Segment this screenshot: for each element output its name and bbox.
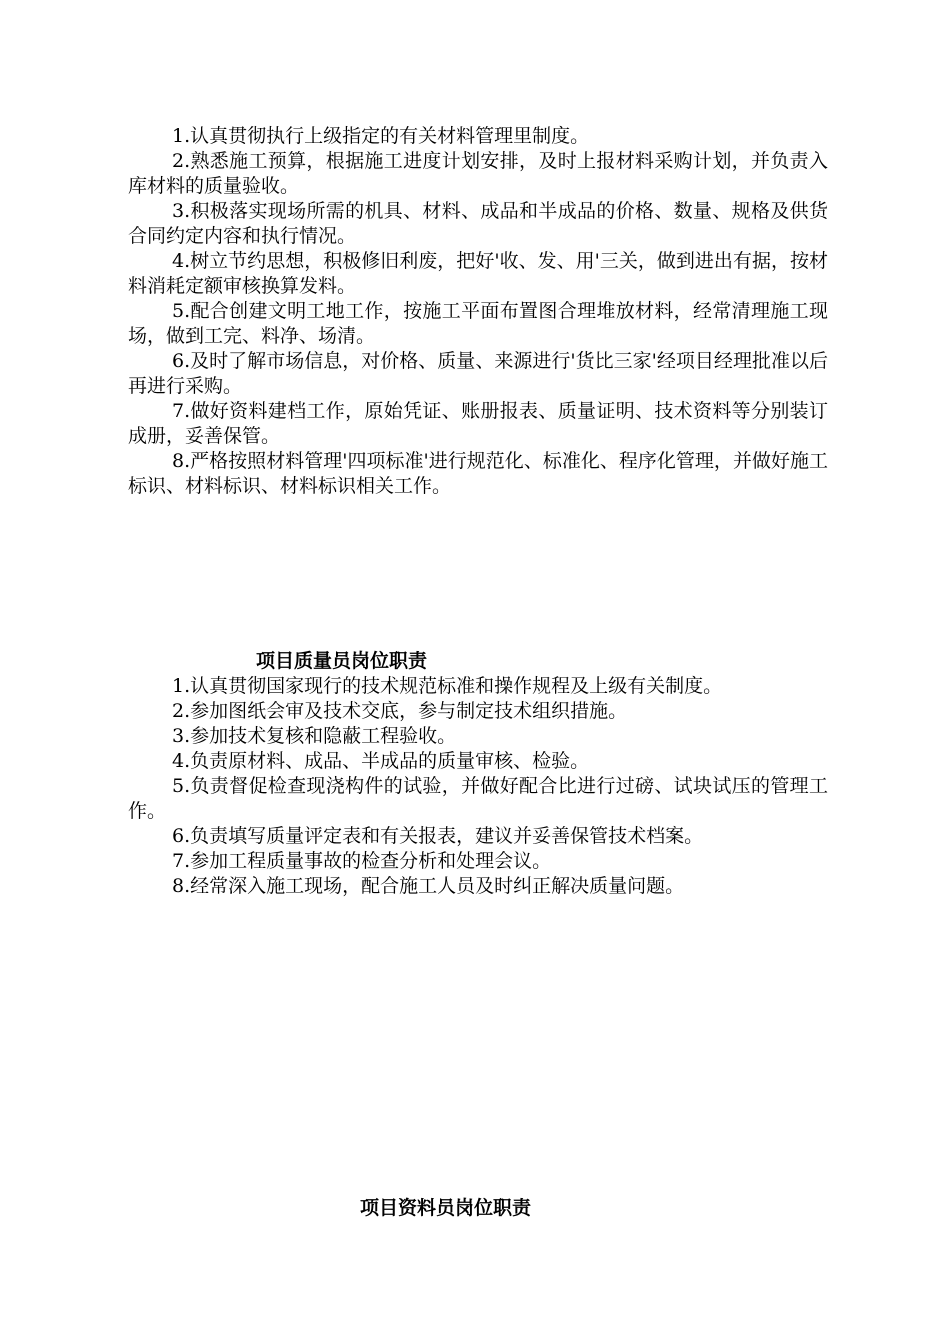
quality-duty-6: 6.负责填写质量评定表和有关报表，建议并妥善保管技术档案。 [172,825,704,847]
quality-officer-heading: 项目质量员岗位职责 [256,650,428,672]
document-officer-heading: 项目资料员岗位职责 [360,1197,532,1219]
material-duty-4: 4.树立节约思想，积极修旧利废，把好'收、发、用'三关，做到进出有据，按材料消耗定额审核换算发料。 [128,250,828,297]
quality-duty-7: 7.参加工程质量事故的检查分析和处理会议。 [172,850,552,872]
material-duty-8: 8.严格按照材料管理'四项标准'进行规范化、标准化、程序化管理，并做好施工标识、材料标识、材料标识相关工作。 [128,450,828,497]
material-duty-6: 6.及时了解市场信息，对价格、质量、来源进行'货比三家'经项目经理批准以后再进行采购。 [128,350,828,397]
quality-duty-2: 2.参加图纸会审及技术交底，参与制定技术组织措施。 [172,700,628,722]
quality-duty-3: 3.参加技术复核和隐蔽工程验收。 [172,725,457,747]
material-duty-7: 7.做好资料建档工作，原始凭证、账册报表、质量证明、技术资料等分别装订成册，妥善保管。 [128,400,828,447]
material-duty-2: 2.熟悉施工预算，根据施工进度计划安排，及时上报材料采购计划，并负责入库材料的质量验收。 [128,150,828,197]
material-duty-3: 3.积极落实现场所需的机具、材料、成品和半成品的价格、数量、规格及供货合同约定内容和执行情况。 [128,200,828,247]
quality-duty-1: 1.认真贯彻国家现行的技术规范标准和操作规程及上级有关制度。 [172,675,723,697]
quality-duty-8: 8.经常深入施工现场，配合施工人员及时纠正解决质量问题。 [172,875,685,897]
quality-duty-4: 4.负责原材料、成品、半成品的质量审核、检验。 [172,750,590,772]
material-duty-5: 5.配合创建文明工地工作，按施工平面布置图合理堆放材料，经常清理施工现场，做到工完、料净、场清。 [128,300,828,347]
quality-duty-5: 5.负责督促检查现浇构件的试验，并做好配合比进行过磅、试块试压的管理工作。 [128,775,828,822]
material-duty-1: 1.认真贯彻执行上级指定的有关材料管理里制度。 [172,125,590,147]
